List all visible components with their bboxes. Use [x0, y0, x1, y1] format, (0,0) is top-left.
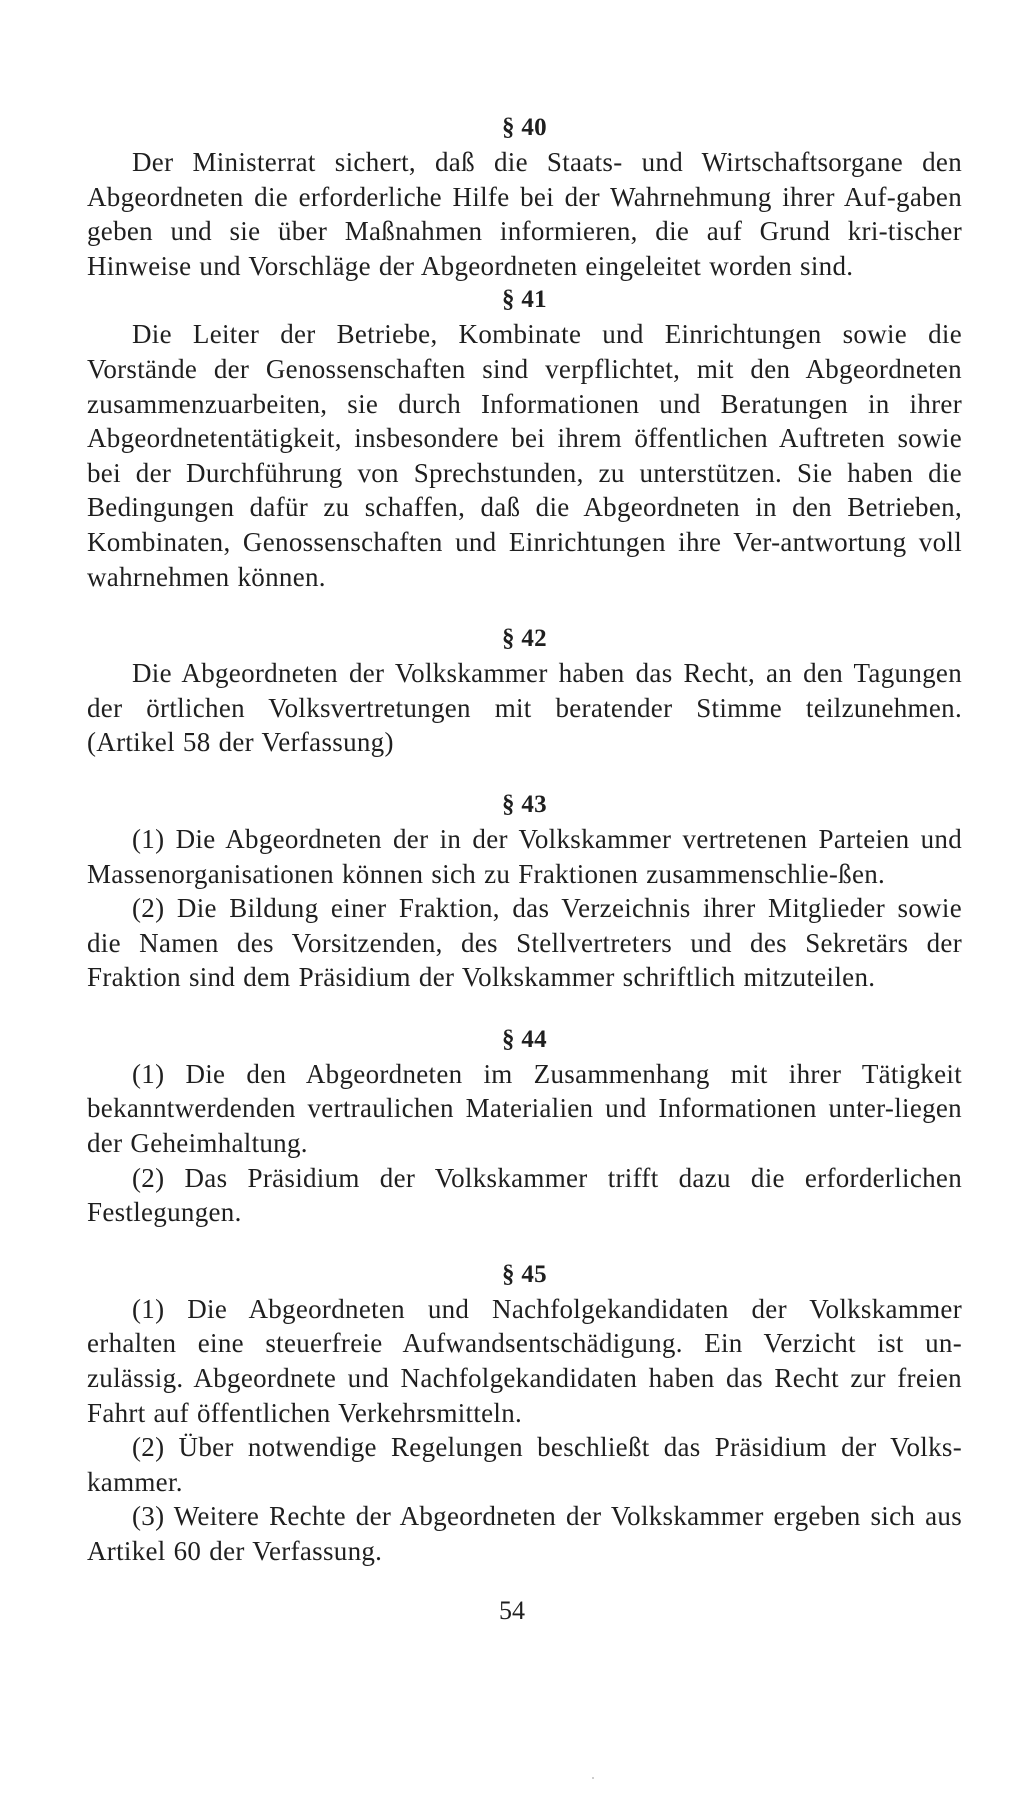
- section-42: [87, 622, 962, 760]
- section-heading: § 45: [502, 1260, 547, 1288]
- section-heading: § 42: [502, 625, 547, 653]
- paragraph: Der Ministerrat sichert, daß die Staats- und Wirtschaftsorgane den Abgeordneten die erforderliche Hilfe bei der Wahrnehmung ihrer Auf-gaben geben und sie über Maßnahmen informieren, die auf Grund kri-tischer Hinweise und Vorschläge der Abgeordneten eingeleitet worden sind.: [87, 147, 962, 281]
- section-44: [87, 1023, 962, 1230]
- scan-speck: [592, 1777, 594, 1779]
- paragraph: (2) Das Präsidium der Volkskammer trifft dazu die erforderlichen Festlegungen.: [87, 1162, 962, 1228]
- section-heading: § 44: [502, 1025, 547, 1053]
- page-number: 54: [499, 1596, 525, 1625]
- paragraph: (1) Die Abgeordneten der in der Volkskammer vertretenen Parteien und Massenorganisationen können sich zu Fraktionen zusammenschlie-ßen.: [87, 823, 962, 889]
- section-gap: [87, 995, 962, 1023]
- section-43: [87, 788, 962, 995]
- section-heading: § 41: [502, 286, 547, 314]
- paragraph: (1) Die Abgeordneten und Nachfolgekandidaten der Volkskammer erhalten eine steuerfreie Aufwandsentschädigung. Ein Verzicht ist un-zulässig. Abgeordnete und Nachfolgekandidaten haben das Recht zur freien Fahrt auf öffentlichen Verkehrsmitteln.: [87, 1293, 962, 1428]
- section-41: [87, 283, 962, 594]
- paragraph: Die Leiter der Betriebe, Kombinate und Einrichtungen sowie die Vorstände der Genossenschaften sind verpflichtet, mit den Abgeordneten zusammenzuarbeiten, sie durch Informationen und Beratungen in ihrer Abgeordnetentätigkeit, insbesondere bei ihrem öffentlichen Auftreten sowie bei der Durchführung von Sprechstunden, zu unterstützen. Sie haben die Bedingungen dafür zu schaffen, daß die Abgeordneten in den Betrieben, Kombinaten, Genossenschaften und Einrichtungen ihre Ver-antwortung voll wahrnehmen können.: [87, 319, 962, 592]
- section-gap: [87, 1230, 962, 1258]
- section-gap: [87, 594, 962, 622]
- section-gap: [87, 760, 962, 788]
- section-heading: § 40: [502, 114, 547, 141]
- section-heading: § 43: [502, 790, 547, 818]
- paragraph: Die Abgeordneten der Volkskammer haben das Recht, an den Tagungen der örtlichen Volksvertretungen mit beratender Stimme teilzunehmen. (Artikel 58 der Verfassung): [87, 658, 962, 758]
- section-40: [87, 111, 962, 283]
- paragraph: (2) Die Bildung einer Fraktion, das Verzeichnis ihrer Mitglieder sowie die Namen des Vorsitzenden, des Stellvertreters und des Sekretärs der Fraktion sind dem Präsidium der Volkskammer schriftlich mitzuteilen.: [87, 893, 962, 993]
- section-45: [87, 1258, 962, 1569]
- paragraph: (1) Die den Abgeordneten im Zusammenhang mit ihrer Tätigkeit bekanntwerdenden vertraulichen Materialien und Informationen unter-liegen der Geheimhaltung.: [87, 1058, 962, 1159]
- paragraph: (2) Über notwendige Regelungen beschließt das Präsidium der Volks-kammer.: [87, 1432, 962, 1497]
- paragraph: (3) Weitere Rechte der Abgeordneten der Volkskammer ergeben sich aus Artikel 60 der Verfassung.: [87, 1501, 962, 1566]
